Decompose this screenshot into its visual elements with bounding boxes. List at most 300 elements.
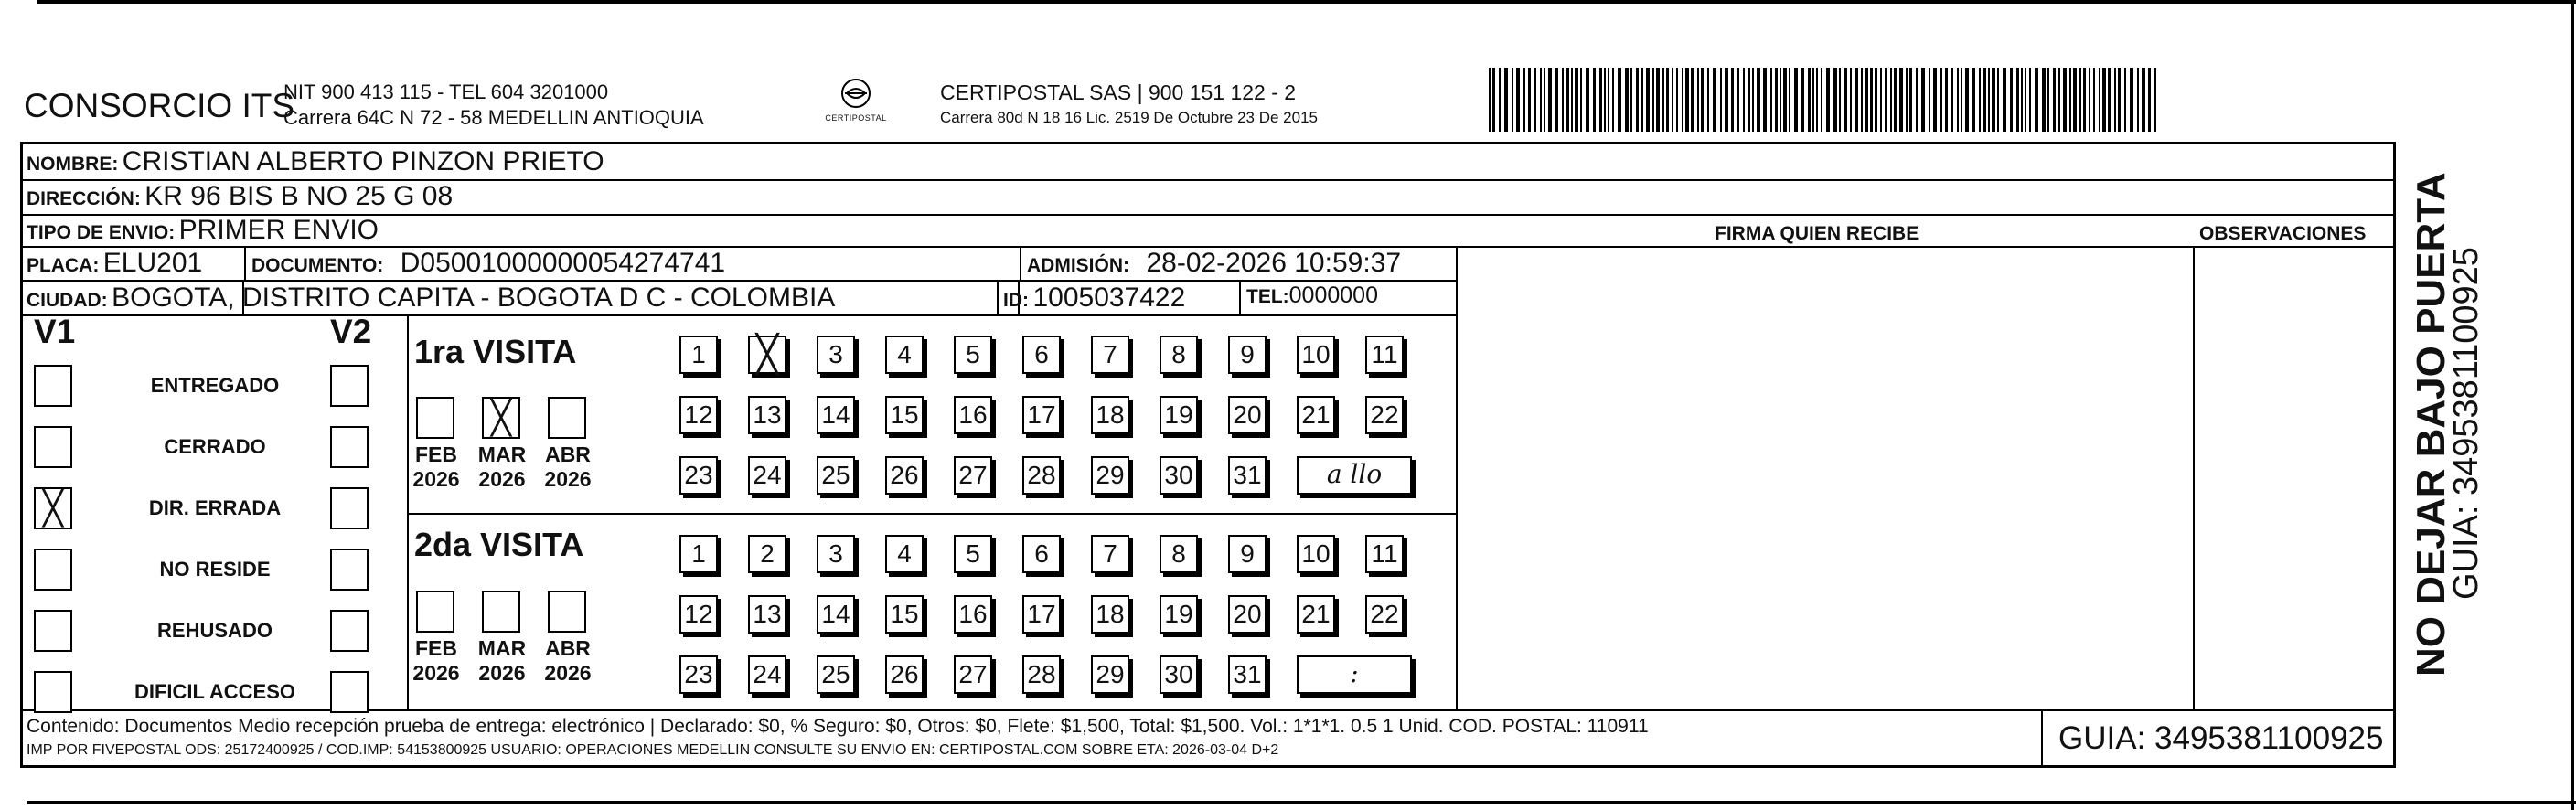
day-box-7[interactable] <box>1091 336 1129 374</box>
day-number: 9 <box>1240 539 1255 568</box>
barcode-bar <box>1775 68 1778 132</box>
day-number: 6 <box>1034 539 1049 568</box>
barcode-bar <box>1961 68 1962 132</box>
barcode-bar <box>1636 68 1639 132</box>
day-number: 17 <box>1027 600 1056 628</box>
documento-field <box>251 248 725 279</box>
day-box-24[interactable] <box>748 456 786 495</box>
barcode-bar <box>2130 68 2133 132</box>
day-number: 16 <box>958 400 988 429</box>
ciudad-value: BOGOTA, DISTRITO CAPITA - BOGOTA D C - COLOMBIA <box>112 282 836 313</box>
barcode-bar <box>2053 68 2056 132</box>
month-label <box>465 442 539 492</box>
day-number: 4 <box>897 539 912 568</box>
month-checkbox-mar[interactable] <box>482 591 520 633</box>
day-box-24[interactable] <box>748 655 786 694</box>
day-box-25[interactable] <box>817 456 855 495</box>
day-box-12[interactable] <box>679 595 718 634</box>
month-label <box>531 636 604 686</box>
day-box-8[interactable] <box>1160 336 1198 374</box>
day-box-25[interactable] <box>817 655 855 694</box>
month-checkbox-feb[interactable] <box>416 397 454 439</box>
day-box-1[interactable] <box>679 336 718 374</box>
day-number: 22 <box>1370 600 1399 628</box>
barcode-bar <box>2069 68 2071 132</box>
day-box-30[interactable] <box>1160 655 1198 694</box>
month-label <box>465 636 539 686</box>
barcode-bar <box>1885 68 1887 132</box>
day-box-27[interactable] <box>954 456 992 495</box>
month-year: 2026 <box>478 467 526 491</box>
day-box-12[interactable] <box>679 396 718 434</box>
id-label: ID: <box>1003 290 1029 311</box>
x-mark-icon: ╳ <box>491 399 511 436</box>
time-box[interactable] <box>1297 456 1412 495</box>
row-divider <box>23 314 1457 316</box>
barcode-bar <box>2124 68 2126 132</box>
barcode-bar <box>2073 68 2077 132</box>
barcode-bar <box>1630 68 1632 132</box>
day-number: 7 <box>1103 539 1117 568</box>
barcode-bar <box>1575 68 1578 132</box>
day-number: 8 <box>1171 340 1186 368</box>
row-divider <box>407 513 1457 515</box>
v1-checkbox[interactable] <box>34 549 72 591</box>
documento-value: D05001000000054274741 <box>400 248 726 278</box>
day-number: 29 <box>1096 660 1125 688</box>
barcode-bar <box>1783 68 1787 132</box>
row-divider <box>23 280 1457 282</box>
side-guia: GUIA: 3495381100925 <box>2447 247 2485 600</box>
barcode-bar <box>2114 68 2116 132</box>
day-box-6[interactable] <box>1022 336 1061 374</box>
barcode-bar <box>1894 68 1897 132</box>
day-box-10[interactable] <box>1297 535 1335 573</box>
id-field <box>1003 282 1185 314</box>
barcode-bar <box>1676 68 1678 132</box>
barcode-bar <box>1691 68 1694 132</box>
barcode-bar <box>2089 68 2090 132</box>
day-number: 2 <box>760 539 775 568</box>
barcode-bar <box>1821 68 1822 132</box>
day-number: 1 <box>691 340 706 368</box>
day-number: 23 <box>684 461 713 489</box>
day-box-2[interactable] <box>748 336 786 374</box>
barcode-bar <box>1504 68 1508 132</box>
day-box-6[interactable] <box>1022 535 1061 573</box>
barcode-bar <box>2047 68 2049 132</box>
day-number: 10 <box>1301 340 1331 368</box>
barcode-bar <box>1612 68 1614 132</box>
placa-field <box>27 248 202 279</box>
month-checkbox-abr[interactable] <box>548 397 586 439</box>
day-box-11[interactable] <box>1365 336 1404 374</box>
day-box-21[interactable] <box>1297 396 1335 434</box>
barcode-bar <box>1555 68 1558 132</box>
barcode-bar <box>1672 68 1673 132</box>
nombre-label: NOMBRE: <box>27 154 119 175</box>
day-number: 27 <box>958 660 988 688</box>
day-number: 21 <box>1301 400 1331 429</box>
col-divider <box>1456 246 1458 709</box>
day-box-1[interactable] <box>679 535 718 573</box>
tel-label: TEL: <box>1246 286 1289 307</box>
footer-guia: GUIA: 3495381100925 <box>2058 720 2384 756</box>
barcode-bar <box>1737 68 1739 132</box>
barcode-bar <box>1599 68 1602 132</box>
day-number: 7 <box>1103 340 1117 368</box>
day-number: 31 <box>1233 660 1262 688</box>
barcode-bar <box>1571 68 1573 132</box>
day-number: 30 <box>1164 461 1193 489</box>
day-number: 9 <box>1240 340 1255 368</box>
no-dejar-warning: NO DEJAR BAJO PUERTA <box>2409 172 2453 677</box>
day-box-4[interactable] <box>885 336 924 374</box>
admision-field <box>1027 248 1401 279</box>
barcode-bar <box>1731 68 1734 132</box>
barcode-bar <box>1951 68 1953 132</box>
day-box-8[interactable] <box>1160 535 1198 573</box>
page-border-right <box>2571 0 2574 810</box>
barcode-bar <box>1713 68 1716 132</box>
month-checkbox-mar[interactable] <box>482 397 520 439</box>
day-number: 18 <box>1096 400 1125 429</box>
day-number: 14 <box>821 400 850 429</box>
carrier-name: CERTIPOSTAL SAS | 900 151 122 - 2 <box>940 80 1297 104</box>
barcode-bar <box>1957 68 1959 132</box>
barcode-bar <box>1833 68 1837 132</box>
month-label <box>531 442 604 492</box>
status-reason-label: REHUSADO <box>157 619 273 642</box>
barcode-bar <box>2148 68 2151 132</box>
barcode-bar <box>1652 68 1654 132</box>
month-name: FEB <box>415 636 457 660</box>
barcode-bar <box>1933 68 1937 132</box>
day-box-5[interactable] <box>954 535 992 573</box>
status-reason-label: NO RESIDE <box>159 558 271 581</box>
day-box-19[interactable] <box>1160 396 1198 434</box>
col-divider <box>2041 709 2043 765</box>
barcode-bar <box>2079 68 2081 132</box>
time-value: a llo <box>1326 459 1383 489</box>
barcode-bar <box>1685 68 1689 132</box>
barcode-bar <box>1929 68 1930 132</box>
barcode-bar <box>1972 68 1975 132</box>
day-box-10[interactable] <box>1297 336 1335 374</box>
barcode-bar <box>1489 68 1491 132</box>
barcode-bar <box>1540 68 1542 132</box>
day-number: 4 <box>897 340 912 368</box>
day-box-11[interactable] <box>1365 535 1404 573</box>
barcode-bar <box>1983 68 1986 132</box>
direccion-value: KR 96 BIS B NO 25 G 08 <box>144 181 454 211</box>
v2-checkbox[interactable] <box>330 365 369 407</box>
month-year: 2026 <box>412 661 460 685</box>
day-box-14[interactable] <box>817 396 855 434</box>
day-box-13[interactable] <box>748 396 786 434</box>
barcode-bar <box>1909 68 1912 132</box>
barcode-bar <box>1593 68 1596 132</box>
direccion-label: DIRECCIÓN: <box>27 188 141 209</box>
day-number: 6 <box>1034 340 1049 368</box>
day-box-30[interactable] <box>1160 456 1198 495</box>
month-year: 2026 <box>412 467 460 491</box>
barcode-bar <box>1850 68 1852 132</box>
day-number: 12 <box>684 600 713 628</box>
month-checkbox-abr[interactable] <box>548 591 586 633</box>
day-box-28[interactable] <box>1022 456 1061 495</box>
day-box-22[interactable] <box>1365 396 1404 434</box>
tipo-envio-value: PRIMER ENVIO <box>178 215 379 245</box>
tipo-envio-label: TIPO DE ENVIO: <box>27 222 176 243</box>
v1-checkbox[interactable] <box>34 610 72 652</box>
status-reason-label: CERRADO <box>164 435 266 458</box>
barcode-bar <box>2099 68 2100 132</box>
barcode-bar <box>2154 68 2156 132</box>
status-reason-label: DIR. ERRADA <box>148 496 282 519</box>
day-box-27[interactable] <box>954 655 992 694</box>
barcode-bar <box>1492 68 1495 132</box>
day-number: 25 <box>821 461 850 489</box>
admision-value: 28-02-2026 10:59:37 <box>1146 248 1402 278</box>
day-number: 11 <box>1371 340 1398 368</box>
day-box-20[interactable] <box>1228 396 1267 434</box>
day-number: 18 <box>1096 600 1125 628</box>
day-box-9[interactable] <box>1228 535 1267 573</box>
row-divider <box>1457 246 2393 248</box>
x-mark-icon: ╳ <box>43 489 63 527</box>
tel-field <box>1246 282 1378 309</box>
day-box-19[interactable] <box>1160 595 1198 634</box>
barcode-bar <box>1816 68 1818 132</box>
barcode-bar <box>1523 68 1525 132</box>
company-address: Carrera 64C N 72 - 58 MEDELLIN ANTIOQUIA <box>283 106 704 129</box>
day-box-31[interactable] <box>1228 456 1267 495</box>
day-box-22[interactable] <box>1365 595 1404 634</box>
barcode-bar <box>2093 68 2095 132</box>
v2-checkbox[interactable] <box>330 549 369 591</box>
day-box-17[interactable] <box>1022 396 1061 434</box>
v2-checkbox[interactable] <box>330 610 369 652</box>
v1-label: V1 <box>34 313 76 350</box>
day-number: 26 <box>890 660 919 688</box>
day-number: 5 <box>966 539 980 568</box>
barcode-bar <box>1979 68 1981 132</box>
documento-label: DOCUMENTO: <box>251 255 384 276</box>
barcode-bar <box>1826 68 1830 132</box>
day-number: 3 <box>828 340 843 368</box>
status-reason-label: ENTREGADO <box>150 374 280 397</box>
nombre-value: CRISTIAN ALBERTO PINZON PRIETO <box>122 146 604 176</box>
barcode-bar <box>1861 68 1863 132</box>
day-number: 15 <box>890 400 919 429</box>
col-divider <box>997 282 999 314</box>
day-box-2[interactable] <box>748 535 786 573</box>
barcode-bar <box>2083 68 2086 132</box>
day-box-15[interactable] <box>885 595 924 634</box>
ciudad-label: CIUDAD: <box>27 290 108 311</box>
barcode-bar <box>1945 68 1948 132</box>
day-number: 28 <box>1027 461 1056 489</box>
day-box-14[interactable] <box>817 595 855 634</box>
day-box-18[interactable] <box>1091 396 1129 434</box>
tipo-envio-field <box>27 215 379 246</box>
day-box-5[interactable] <box>954 336 992 374</box>
day-number: 21 <box>1301 600 1331 628</box>
barcode-bar <box>1770 68 1772 132</box>
day-box-23[interactable] <box>679 456 718 495</box>
day-number: 29 <box>1096 461 1125 489</box>
barcode-bar <box>1880 68 1882 132</box>
direccion-field <box>27 181 453 212</box>
contents-line: Contenido: Documentos Medio recepción prueba de entrega: electrónico | Declarado: $0, % Seguro: $0, Otros: $0, Flete: $1,500, Total: $1,500. Vol.: 1*1*1. 0.5 1 Unid. COD. POSTAL: 110911 <box>27 716 1649 737</box>
barcode-bar <box>1839 68 1841 132</box>
barcode-bar <box>1921 68 1925 132</box>
barcode-bar <box>2035 68 2038 132</box>
barcode-bar <box>1682 68 1683 132</box>
day-box-18[interactable] <box>1091 595 1129 634</box>
day-number: 30 <box>1164 660 1193 688</box>
barcode-bar <box>2142 68 2145 132</box>
v2-checkbox[interactable] <box>330 671 369 713</box>
day-box-29[interactable] <box>1091 655 1129 694</box>
day-box-16[interactable] <box>954 396 992 434</box>
barcode-bar <box>2102 68 2106 132</box>
day-number: 22 <box>1370 400 1399 429</box>
day-box-28[interactable] <box>1022 655 1061 694</box>
day-box-23[interactable] <box>679 655 718 694</box>
col-divider <box>244 248 246 280</box>
barcode-bar <box>1780 68 1781 132</box>
barcode-bar <box>1707 68 1709 132</box>
day-number: 15 <box>890 600 919 628</box>
barcode-bar <box>1992 68 1995 132</box>
observaciones-label: OBSERVACIONES <box>2199 223 2367 244</box>
barcode-bar <box>1548 68 1552 132</box>
day-box-13[interactable] <box>748 595 786 634</box>
month-name: MAR <box>477 636 527 660</box>
barcode-bar <box>1916 68 1918 132</box>
month-label <box>400 442 473 492</box>
barcode-bar <box>1580 68 1582 132</box>
v1-checkbox[interactable] <box>34 426 72 468</box>
day-box-26[interactable] <box>885 655 924 694</box>
day-number: 27 <box>958 461 988 489</box>
day-box-3[interactable] <box>817 535 855 573</box>
barcode-bar <box>1625 68 1629 132</box>
second-visit-title: 2da VISITA <box>414 526 584 563</box>
day-number: 26 <box>890 461 919 489</box>
day-number: 23 <box>684 660 713 688</box>
day-box-3[interactable] <box>817 336 855 374</box>
month-name: MAR <box>477 442 527 466</box>
month-checkbox-feb[interactable] <box>416 591 454 633</box>
v2-checkbox[interactable] <box>330 487 369 529</box>
barcode-bar <box>1618 68 1621 132</box>
barcode-bar <box>1586 68 1589 132</box>
day-box-20[interactable] <box>1228 595 1267 634</box>
day-number: 31 <box>1233 461 1262 489</box>
page-border-top <box>37 0 2576 4</box>
certipostal-logo <box>819 77 893 128</box>
first-visit-title: 1ra VISITA <box>414 333 577 370</box>
day-box-26[interactable] <box>885 456 924 495</box>
day-number: 19 <box>1164 600 1193 628</box>
barcode-bar <box>1666 68 1669 132</box>
day-box-7[interactable] <box>1091 535 1129 573</box>
day-number: 24 <box>753 461 782 489</box>
barcode-bar <box>1544 68 1545 132</box>
barcode-bar <box>1516 68 1520 132</box>
x-mark-icon: ╳ <box>755 335 779 375</box>
day-box-15[interactable] <box>885 396 924 434</box>
barcode-bar <box>1748 68 1750 132</box>
row-divider <box>23 709 2393 711</box>
barcode-bar <box>1534 68 1536 132</box>
v1-checkbox[interactable] <box>34 671 72 713</box>
company-nit: NIT 900 413 115 - TEL 604 3201000 <box>283 80 609 103</box>
day-box-29[interactable] <box>1091 456 1129 495</box>
barcode-bar <box>1794 68 1798 132</box>
day-box-9[interactable] <box>1228 336 1267 374</box>
placa-label: PLACA: <box>27 255 100 276</box>
id-value: 1005037422 <box>1032 282 1186 313</box>
barcode-bar <box>2137 68 2139 132</box>
nombre-field <box>27 146 604 177</box>
barcode-bar <box>2058 68 2060 132</box>
status-reason-label: DIFICIL ACCESO <box>134 680 295 703</box>
barcode-bar <box>2025 68 2026 132</box>
v1-checkbox[interactable] <box>34 365 72 407</box>
day-box-4[interactable] <box>885 535 924 573</box>
time-box[interactable] <box>1297 655 1412 694</box>
barcode-bar <box>1870 68 1873 132</box>
day-number: 16 <box>958 600 988 628</box>
day-number: 24 <box>753 660 782 688</box>
barcode-bar <box>1641 68 1643 132</box>
barcode-bar <box>1875 68 1877 132</box>
barcode-bar <box>1566 68 1569 132</box>
day-number: 13 <box>753 400 782 429</box>
day-number: 3 <box>828 539 843 568</box>
barcode-bar <box>2016 68 2019 132</box>
time-value: : <box>1350 658 1359 688</box>
print-info-line: IMP POR FIVEPOSTAL ODS: 25172400925 / COD.IMP: 54153800925 USUARIO: OPERACIONES MEDELLIN CONSULTE SU ENVIO EN: CERTIPOSTAL.COM SOBRE ETA: 2026-03-04 D+2 <box>27 742 1279 758</box>
day-number: 5 <box>966 340 980 368</box>
barcode-bar <box>1890 68 1892 132</box>
day-box-17[interactable] <box>1022 595 1061 634</box>
barcode-bar <box>1865 68 1868 132</box>
barcode-bar <box>1646 68 1650 132</box>
firma-label: FIRMA QUIEN RECIBE <box>1715 223 1919 244</box>
admision-label: ADMISIÓN: <box>1027 255 1129 276</box>
barcode-bar <box>2021 68 2023 132</box>
month-name: ABR <box>545 442 591 466</box>
day-number: 25 <box>821 660 850 688</box>
month-name: FEB <box>415 442 457 466</box>
v1-checkbox[interactable] <box>34 487 72 529</box>
day-number: 8 <box>1171 539 1186 568</box>
col-divider <box>2193 246 2195 709</box>
v2-checkbox[interactable] <box>330 426 369 468</box>
day-number: 28 <box>1027 660 1056 688</box>
day-box-31[interactable] <box>1228 655 1267 694</box>
day-box-21[interactable] <box>1297 595 1335 634</box>
day-box-16[interactable] <box>954 595 992 634</box>
tel-value: 0000000 <box>1288 282 1378 308</box>
barcode-bar <box>1844 68 1847 132</box>
barcode-bar <box>1720 68 1722 132</box>
